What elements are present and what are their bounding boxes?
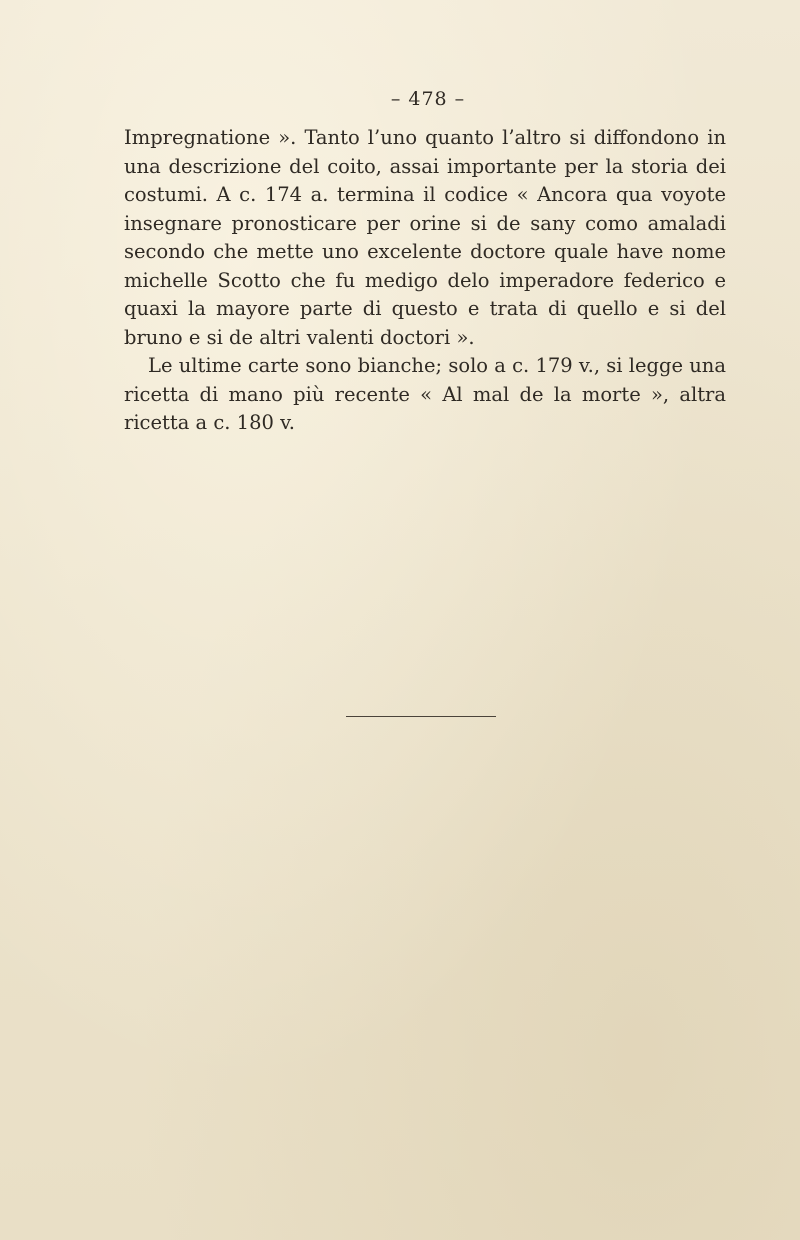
section-divider	[346, 716, 496, 717]
paragraph-1: Impregnatione ». Tanto l’uno quanto l’altro si diffondono in una descrizione del coito, assai importante per la storia dei costumi. A c. 174 a. termina il codice « Ancora qua voyote insegnare pronosticare per orine si de sany como amaladi secondo che mette uno excelente doctore quale have nome michelle Scotto che fu medigo delo imperadore federico e quaxi la mayore parte di questo e trata di quello e si del bruno e si de altri valenti doctori ».	[124, 126, 726, 349]
paragraph-2: Le ultime carte sono bianche; solo a c. 179 v., si legge una ricetta di mano più recente « Al mal de la morte », altra ricetta a c. 180 v.	[124, 354, 726, 434]
page-number: – 478 –	[390, 88, 466, 110]
body-text	[124, 124, 726, 438]
